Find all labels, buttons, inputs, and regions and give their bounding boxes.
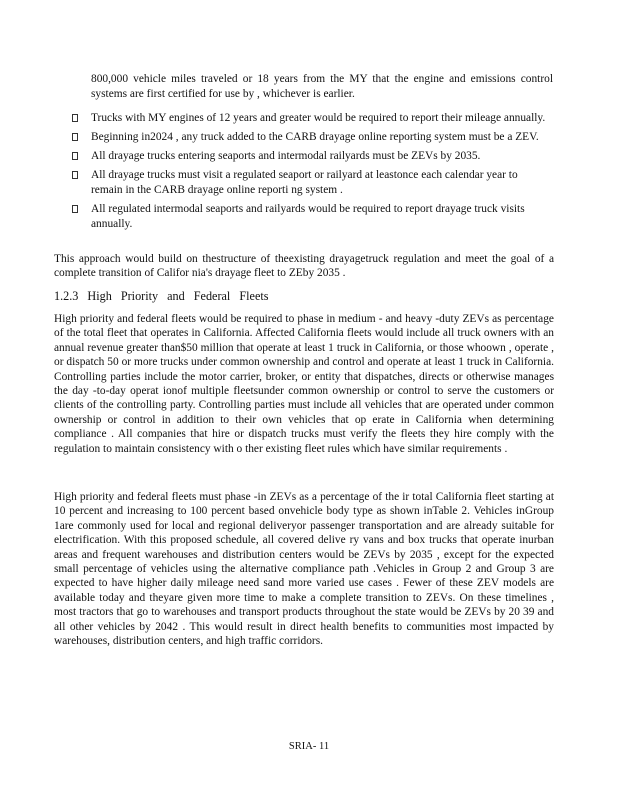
bullet-continuation-text: 800,000 vehicle miles traveled or 18 years from the MY that the engine and emissions control systems are first certified for use by , whichever is earlier. — [91, 73, 553, 100]
bullet-text: All regulated intermodal seaports and railyards would be required to report drayage truck visits annually. — [91, 203, 525, 230]
bullet-box-icon — [72, 152, 78, 160]
requirements-bullet-list — [72, 111, 552, 236]
bullet-text: Trucks with MY engines of 12 years and greater would be required to report their mileage annually. — [91, 112, 546, 124]
bullet-box-icon — [72, 205, 78, 213]
bullet-text: All drayage trucks must visit a regulated seaport or railyard at leastonce each calendar year to remain in the CARB drayage online reporti ng system . — [91, 169, 518, 196]
bullet-item — [72, 111, 552, 126]
bullet-item — [72, 202, 552, 232]
fleet-requirements-paragraph: High priority and federal fleets would be required to phase in medium - and heavy -duty ZEVs as percentage of the total fleet that operates in California. Affected California fleets would include all truck owners with an annual revenue greater than$50 million that operate at least 1 truck in California, or those whoown , operate , or dispatch 50 or more trucks under common ownership and control and operate at least 1 truck in California. Controlling parties include the motor carrier, broker, or entity that dispatches, directs or otherwise manages the day -to-day operat ionof multiple fleetsunder common ownership or control to serve the customers or clients of the controlling party. Controlling parties must include all vehicles that are operated under common ownership or control in addition to their own vehicles that op erate in California when determining compliance . All companies that hire or dispatch trucks must verify the fleets they hire comply with the regulation to maintain consistency with o ther existing fleet rules which have similar requirements . — [54, 313, 554, 455]
bullet-item — [72, 168, 552, 198]
phase-in-paragraph: High priority and federal fleets must phase -in ZEVs as a percentage of the ir total California fleet starting at 10 percent and increasing to 100 percent based onvehicle body type as shown inTable 2. Vehicles inGroup 1are commonly used for local and regional deliveryor passenger transportation and are already suitable for electrification. With this proposed schedule, all covered delive ry vans and box trucks that operate inurban areas and frequent warehouses and distribution centers would be ZEVs by 2035 , except for the expected small percentage of vehicles using the alternative compliance path .Vehicles in Group 2 and Group 3 are expected to have higher daily mileage need sand more varied use cases . Fewer of these ZEV models are available today and theyare given more time to make a complete transition to ZEVs. On these timelines , most tractors that go to warehouses and transport products throughout the state would be ZEVs by 20 39 and all other vehicles by 2042 . This would result in direct health benefits to communities most impacted by warehouses, distribution centers, and high traffic corridors. — [54, 491, 554, 648]
bullet-item — [72, 149, 552, 164]
bullet-text: All drayage trucks entering seaports and intermodal railyards must be ZEVs by 2035. — [91, 150, 481, 162]
page-number-footer: SRIA- 11 — [288, 741, 330, 752]
section-title: High Priority and Federal Fleets — [87, 289, 269, 303]
bullet-box-icon — [72, 171, 78, 179]
bullet-box-icon — [72, 114, 78, 122]
section-number: 1.2.3 — [54, 289, 79, 303]
approach-paragraph: This approach would build on thestructure of theexisting drayagetruck regulation and meet the goal of a complete transition of Califor nia's drayage fleet to ZEby 2035 . — [54, 253, 554, 280]
bullet-box-icon — [72, 133, 78, 141]
bullet-item — [72, 130, 552, 145]
section-heading — [54, 288, 554, 304]
bullet-text: Beginning in2024 , any truck added to the CARB drayage online reporting system must be a ZEV. — [91, 131, 539, 143]
